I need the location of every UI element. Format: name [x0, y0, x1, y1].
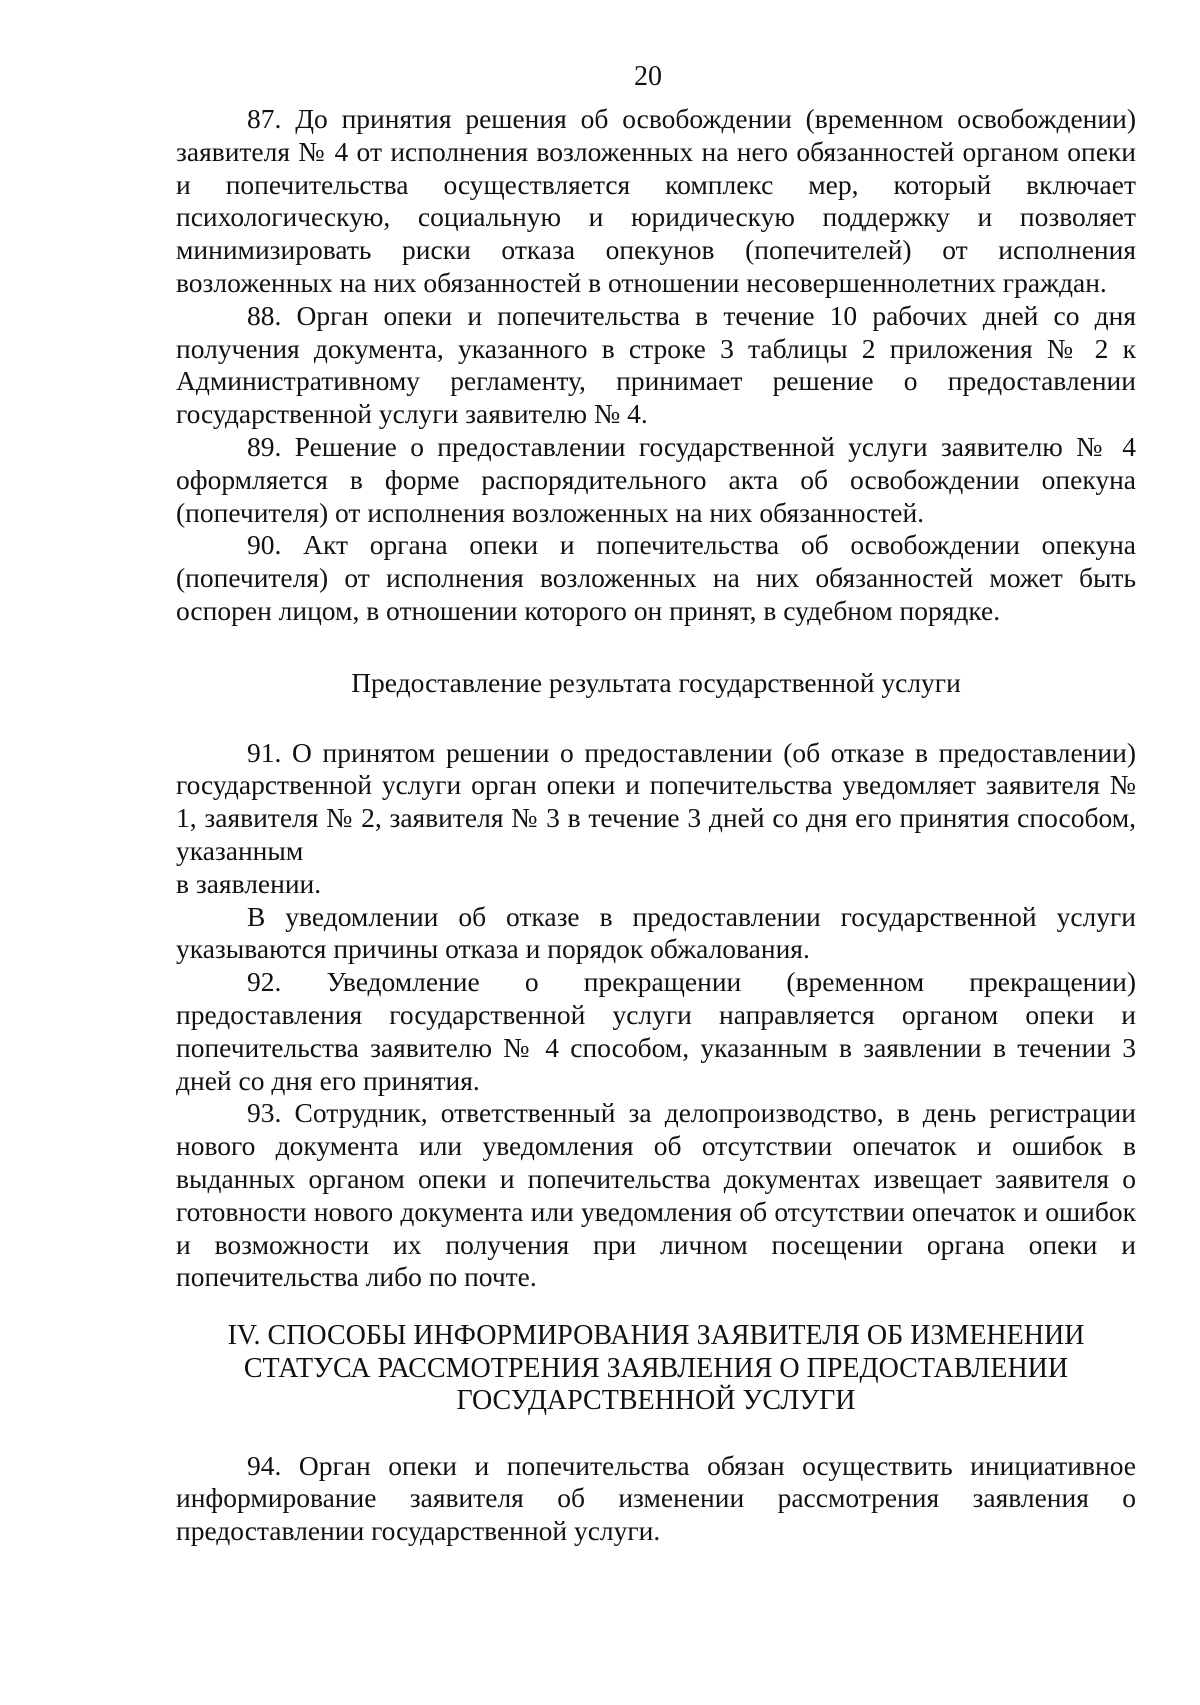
paragraph-91-notice: В уведомлении об отказе в предоставлении государственной услуги указываются причины отказа и порядок обжалования. — [176, 900, 1136, 965]
chapter-title: IV. СПОСОБЫ ИНФОРМИРОВАНИЯ ЗАЯВИТЕЛЯ ОБ ИЗМЕНЕНИИ СТАТУСА РАССМОТРЕНИЯ ЗАЯВЛЕНИЯ О ПРЕДОСТАВЛЕНИИ ГОСУДАРСТВЕННОЙ УСЛУГИ — [227, 1320, 1085, 1417]
paragraph-91-end: в заявлении. — [176, 867, 322, 899]
paragraph-94: 94. Орган опеки и попечительства обязан осуществить инициативное информирование заявителя об изменении рассмотрения заявления о предоставлении государственной услуги. — [176, 1449, 1136, 1547]
paragraph-89: 89. Решение о предоставлении государственной услуги заявителю № 4 оформляется в форме распорядительного акта об освобождении опекуна (попечителя) от исполнения возложенных на них обязанностей. — [176, 430, 1136, 528]
section-subtitle: Предоставление результата государственной услуги — [351, 666, 961, 698]
paragraph-91: 91. О принятом решении о предоставлении (об отказе в предоставлении) государственной услуги орган опеки и попечительства уведомляет заявителя № 1, заявителя № 2, заявителя № 3 в течение 3 дней со дня его принятия способом, указанным — [176, 736, 1136, 866]
paragraph-93: 93. Сотрудник, ответственный за делопроизводство, в день регистрации нового документа или уведомления об отсутствии опечаток и ошибок в выданных органом опеки и попечительства документах извещает заявителя о готовности нового документа или уведомления об отсутствии опечаток и ошибок и возможности их получения при личном посещении органа опеки и попечительства либо по почте. — [176, 1097, 1136, 1293]
document-body — [176, 103, 1136, 1548]
paragraph-90: 90. Акт органа опеки и попечительства об освобождении опекуна (попечителя) от исполнения возложенных на них обязанностей может быть оспорен лицом, в отношении которого он принят, в судебном порядке. — [176, 529, 1136, 626]
paragraph-92: 92. Уведомление о прекращении (временном прекращении) предоставления государственной услуги направляется органом опеки и попечительства заявителю № 4 способом, указанным в заявлении в течении 3 дней со дня его принятия. — [176, 966, 1136, 1096]
paragraph-87: 87. До принятия решения об освобождении (временном освобождении) заявителя № 4 от исполнения возложенных на него обязанностей органом опеки и попечительства осуществляется комплекс мер, который включает психологическую, социальную и юридическую поддержку и позволяет минимизировать риски отказа опекунов (попечителей) от исполнения возложенных на них обязанностей в отношении несовершеннолетних граждан. — [176, 103, 1136, 298]
paragraph-88: 88. Орган опеки и попечительства в течение 10 рабочих дней со дня получения документа, указанного в строке 3 таблицы 2 приложения № 2 к Административному регламенту, принимает решение о предоставлении государственной услуги заявителю № 4. — [176, 299, 1136, 430]
page-number: 20 — [634, 61, 662, 92]
